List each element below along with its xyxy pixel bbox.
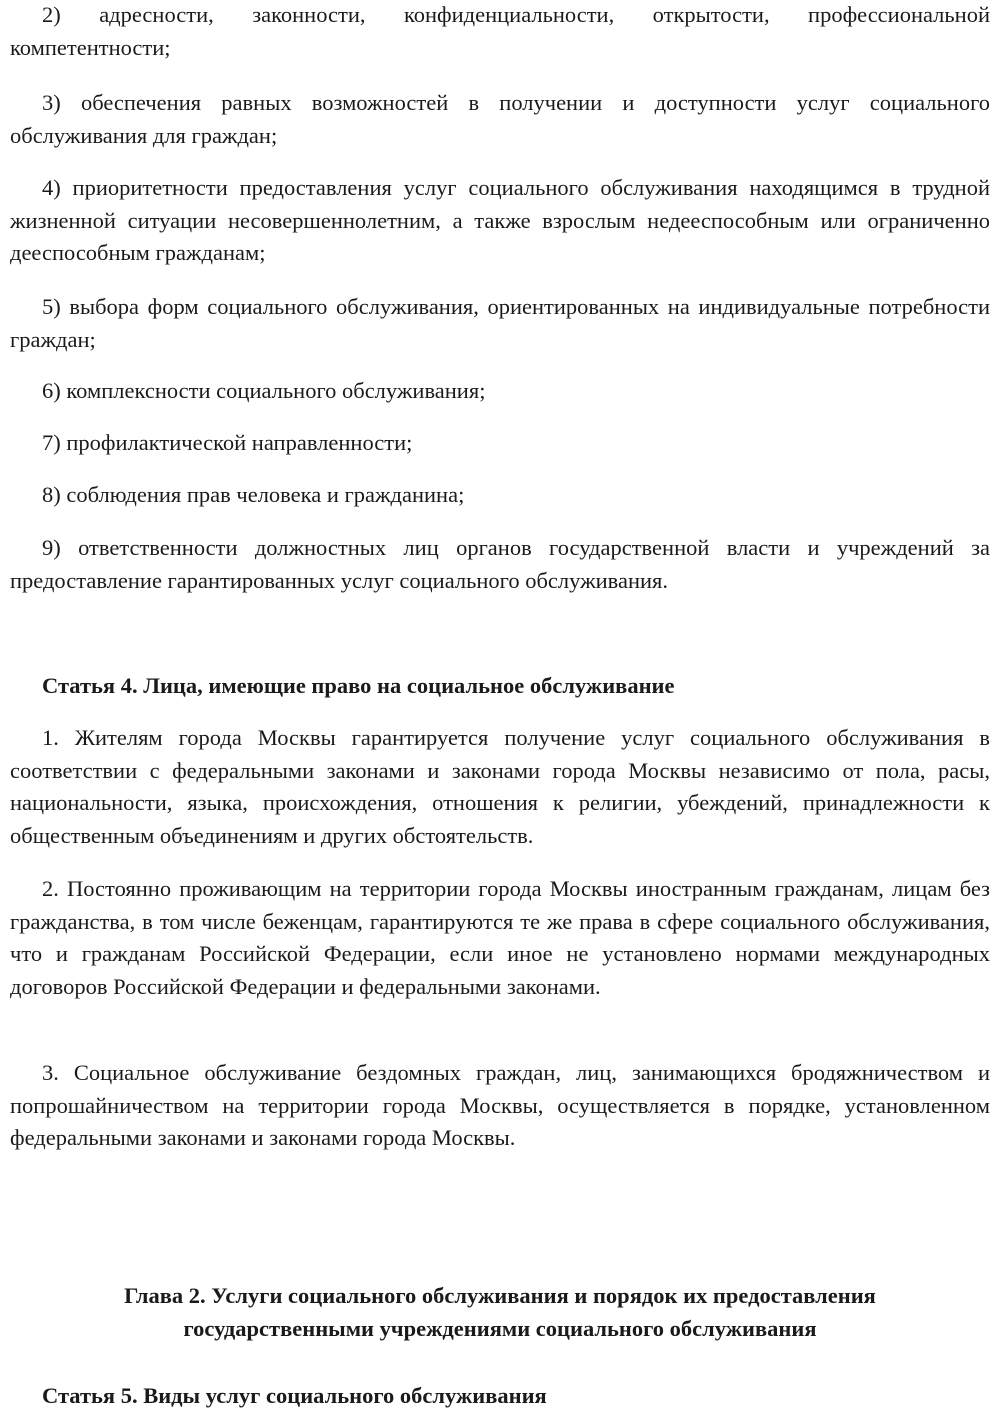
article-4-paragraph-2: 2. Постоянно проживающим на территории города Москвы иностранным гражданам, лицам без гражданства, в том числе беженцам, гарантируются те же права в сфере социального обслуживания, что и гражданам Российской Федерации, если иное не установлено нормами международных договоров Российской Федерации и федеральными законами.: [10, 876, 990, 999]
article-5-title: Статья 5. Виды услуг социального обслуживания: [42, 1383, 547, 1408]
principle-item-4: 4) приоритетности предоставления услуг социального обслуживания находящимся в трудной жизненной ситуации несовершеннолетним, а также взрослым недееспособным или ограниченно дееспособным гражданам;: [10, 175, 990, 266]
principle-item-3: 3) обеспечения равных возможностей в получении и доступности услуг социального обслуживания для граждан;: [10, 90, 990, 148]
principle-item-2: 2) адресности, законности, конфиденциальности, открытости, профессиональной компетентности;: [10, 2, 990, 60]
article-4-paragraph-3: 3. Социальное обслуживание бездомных граждан, лиц, занимающихся бродяжничеством и попрошайничеством на территории города Москвы, осуществляется в порядке, установленном федеральными законами и законами города Москвы.: [10, 1060, 990, 1151]
principle-item-8: 8) соблюдения прав человека и гражданина;: [42, 482, 465, 507]
article-4-title: Статья 4. Лица, имеющие право на социальное обслуживание: [42, 673, 675, 698]
principle-item-6: 6) комплексности социального обслуживания;: [42, 378, 486, 403]
principle-item-9: 9) ответственности должностных лиц органов государственной власти и учреждений за предоставление гарантированных услуг социального обслуживания.: [10, 535, 990, 593]
chapter-2-title-line-2: государственными учреждениями социального обслуживания: [183, 1316, 817, 1341]
principle-item-5: 5) выбора форм социального обслуживания, ориентированных на индивидуальные потребности граждан;: [10, 294, 990, 352]
principle-item-7: 7) профилактической направленности;: [42, 430, 413, 455]
article-4-paragraph-1: 1. Жителям города Москвы гарантируется получение услуг социального обслуживания в соответствии с федеральными законами и законами города Москвы независимо от пола, расы, национальности, языка, происхождения, отношения к религии, убеждений, принадлежности к общественным объединениям и других обстоятельств.: [10, 725, 990, 848]
chapter-2-title-line-1: Глава 2. Услуги социального обслуживания и порядок их предоставления: [124, 1283, 876, 1308]
